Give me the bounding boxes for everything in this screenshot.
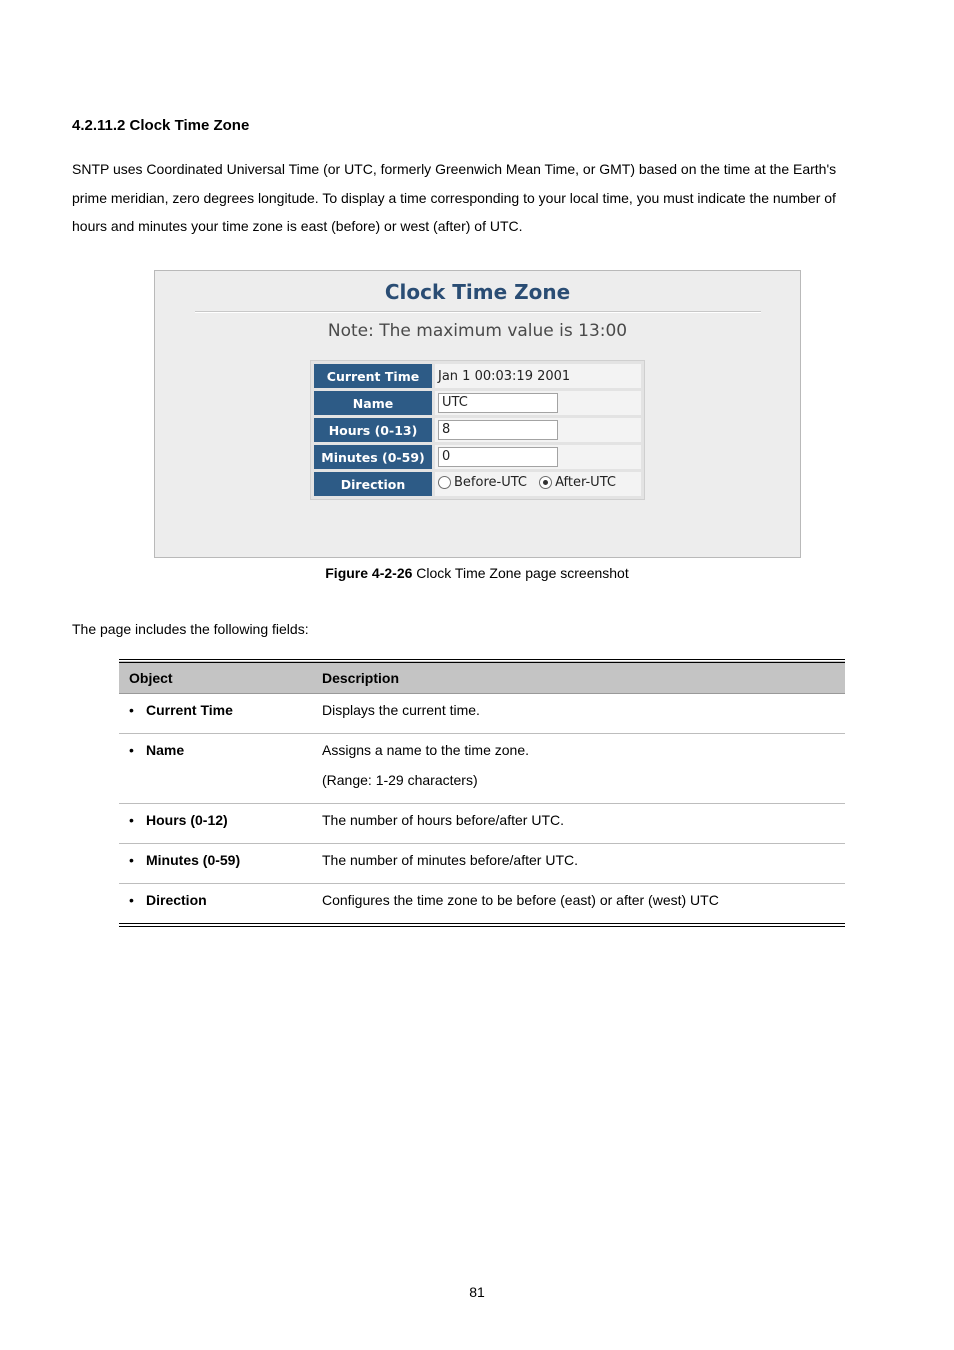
bullet-icon: •	[129, 852, 134, 868]
form-row-minutes	[314, 445, 641, 469]
description-line: The number of hours before/after UTC.	[322, 812, 564, 828]
object-name: Direction	[146, 892, 207, 908]
object-column-header: Object	[119, 661, 319, 694]
minutes-input[interactable]: 0	[438, 447, 558, 467]
object-cell	[119, 884, 319, 926]
fields-intro: The page includes the following fields:	[72, 621, 309, 637]
intro-paragraph: SNTP uses Coordinated Universal Time (or UTC, formerly Greenwich Mean Time, or GMT) based on the time at the Earth's prime meridian, zero degrees longitude. To display a time corresponding to your local time, you must indicate the number of hours and minutes your time zone is east (before) or west (after) of UTC.	[72, 161, 837, 234]
object-cell	[119, 694, 319, 734]
before-utc-radio[interactable]	[438, 476, 451, 489]
bullet-icon: •	[129, 812, 134, 828]
bullet-icon: •	[129, 892, 134, 908]
object-name: Hours (0-12)	[146, 812, 228, 828]
form-row-direction	[314, 472, 641, 496]
description-cell	[319, 734, 845, 804]
figure-caption	[0, 565, 954, 581]
object-cell	[119, 844, 319, 884]
table-row	[119, 734, 845, 804]
description-cell	[319, 694, 845, 734]
description-line: Configures the time zone to be before (east) or after (west) UTC	[322, 892, 719, 908]
description-cell	[319, 844, 845, 884]
name-label: Name	[314, 391, 432, 415]
object-cell	[119, 734, 319, 804]
fields-table-header	[119, 661, 845, 694]
table-row	[119, 844, 845, 884]
after-utc-option[interactable]	[539, 475, 616, 490]
screenshot-divider	[195, 311, 761, 313]
object-name: Minutes (0-59)	[146, 852, 241, 868]
figure-caption-text: Clock Time Zone page screenshot	[416, 565, 629, 581]
name-input[interactable]: UTC	[438, 393, 558, 413]
page-number: 81	[469, 1284, 485, 1300]
before-utc-option[interactable]	[438, 475, 527, 490]
direction-label: Direction	[314, 472, 432, 496]
description-line: Displays the current time.	[322, 702, 480, 718]
after-utc-radio[interactable]	[539, 476, 552, 489]
screenshot-title: Clock Time Zone	[384, 280, 571, 304]
description-line: The number of minutes before/after UTC.	[322, 852, 578, 868]
object-cell	[119, 804, 319, 844]
current-time-value: Jan 1 00:03:19 2001	[435, 364, 641, 388]
description-cell	[319, 884, 845, 926]
description-line: Assigns a name to the time zone.	[322, 742, 529, 758]
object-name: Name	[146, 742, 185, 758]
description-line: (Range: 1-29 characters)	[322, 772, 478, 788]
bullet-icon: •	[129, 742, 134, 758]
current-time-label: Current Time	[314, 364, 432, 388]
fields-table	[119, 659, 845, 927]
clock-time-zone-form	[310, 360, 645, 500]
after-utc-label: After-UTC	[555, 475, 616, 490]
minutes-label: Minutes (0-59)	[314, 445, 432, 469]
hours-label: Hours (0-13)	[314, 418, 432, 442]
clock-time-zone-screenshot	[154, 270, 801, 558]
bullet-icon: •	[129, 702, 134, 718]
table-row	[119, 884, 845, 926]
description-column-header: Description	[319, 661, 845, 694]
screenshot-note: Note: The maximum value is 13:00	[327, 321, 628, 341]
hours-input[interactable]: 8	[438, 420, 558, 440]
before-utc-label: Before-UTC	[454, 475, 527, 490]
figure-number: Figure 4-2-26	[325, 565, 413, 581]
description-cell	[319, 804, 845, 844]
section-heading: 4.2.11.2 Clock Time Zone	[72, 117, 250, 134]
table-row	[119, 694, 845, 734]
direction-radio-group	[435, 472, 641, 496]
table-row	[119, 804, 845, 844]
form-row-hours	[314, 418, 641, 442]
object-name: Current Time	[146, 702, 233, 718]
form-row-current-time	[314, 364, 641, 388]
form-row-name	[314, 391, 641, 415]
